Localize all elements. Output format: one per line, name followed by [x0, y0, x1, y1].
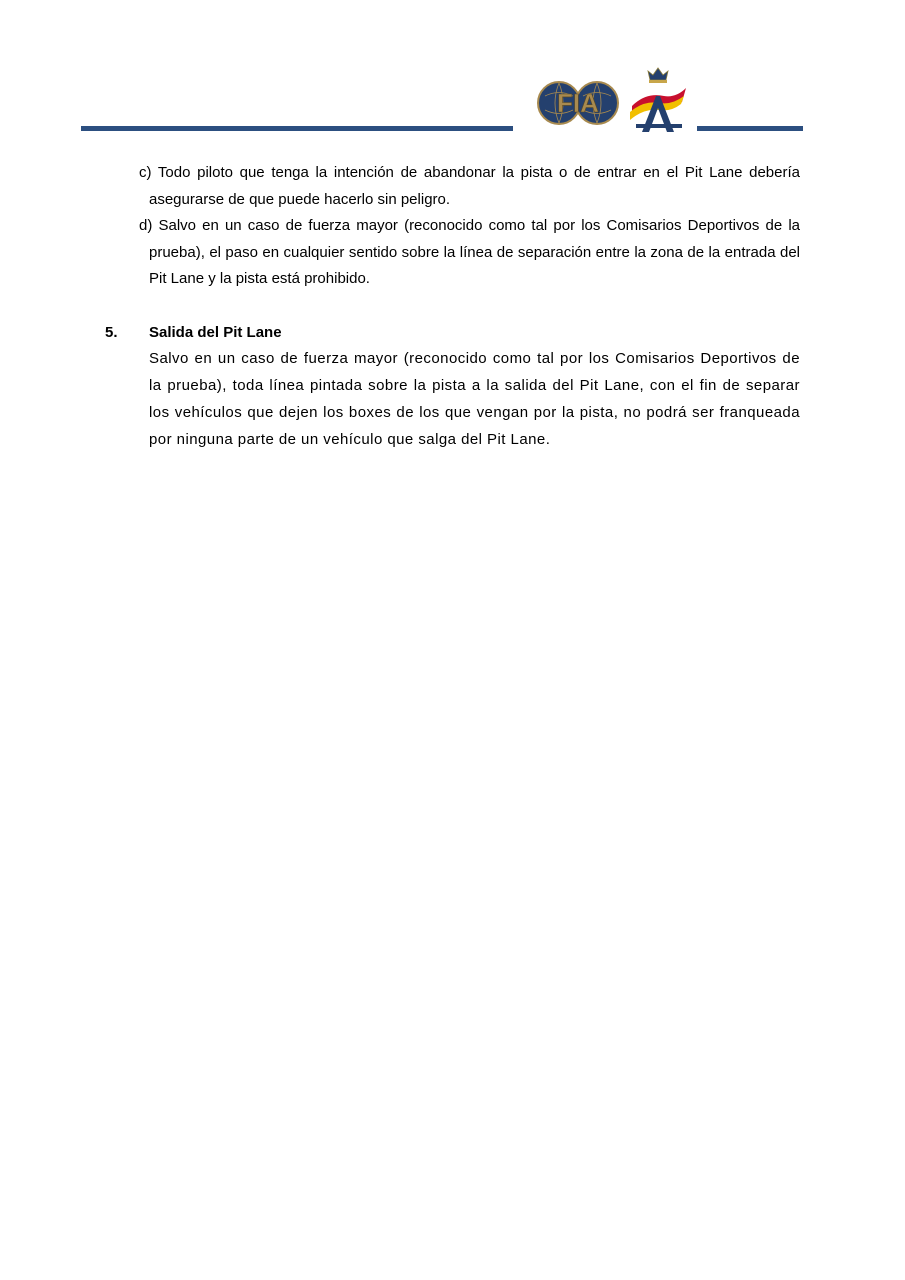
section-number: 5. — [105, 324, 118, 341]
svg-text:FIA: FIA — [557, 88, 599, 118]
list-text-c: Todo piloto que tenga la intención de abandonar la pista o de entrar en el Pit Lane debería asegurarse de que puede hacerlo sin peligro. — [149, 164, 800, 208]
rfeda-logo — [626, 66, 690, 134]
list-marker-d: d) — [139, 217, 153, 234]
list-item-d — [139, 213, 800, 293]
list-text-d: Salvo en un caso de fuerza mayor (reconocido como tal por los Comisarios Deportivos de la prueba), el paso en cualquier sentido sobre la línea de separación entre la zona de la entrada del Pit Lane y la pista está prohibido. — [149, 217, 800, 287]
header-rule-left — [81, 126, 513, 131]
list-item-c — [139, 160, 800, 213]
section-title: Salida del Pit Lane — [149, 324, 282, 341]
fia-logo — [537, 74, 619, 132]
header-rule-right — [697, 126, 803, 131]
list-marker-c: c) — [139, 164, 152, 181]
section-body: Salvo en un caso de fuerza mayor (reconocido como tal por los Comisarios Deportivos de la prueba), toda línea pintada sobre la pista a la salida del Pit Lane, con el fin de separar los vehículos que dejen los boxes de los que vengan por la pista, no podrá ser franqueada por ninguna parte de un vehículo que salga del Pit Lane. — [149, 350, 800, 448]
